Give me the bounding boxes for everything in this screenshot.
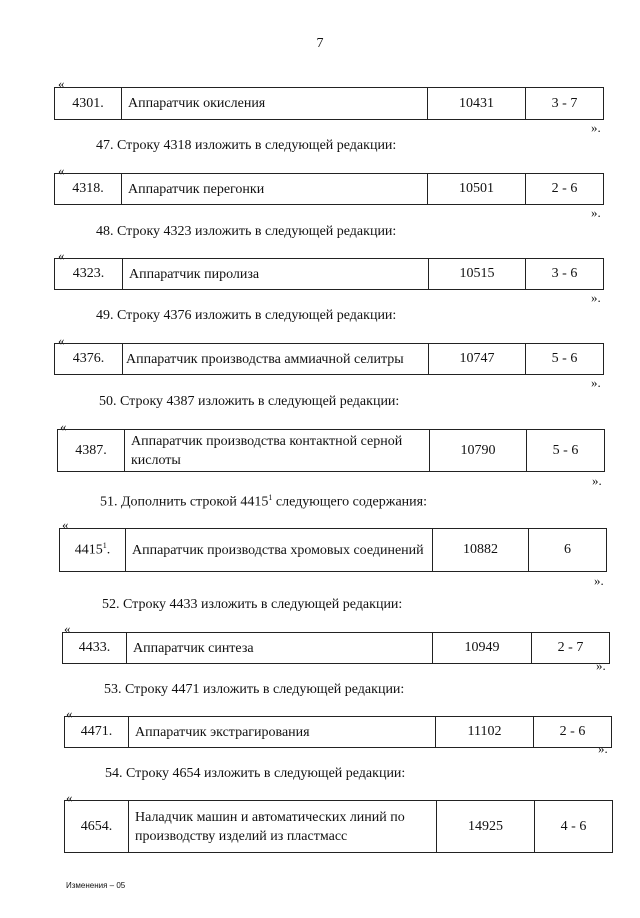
entry-name: Аппаратчик производства контактной серной кислоты	[125, 430, 430, 472]
close-quote: ».	[591, 120, 601, 135]
entry-grades: 3 - 6	[526, 259, 604, 290]
entry-number: 14925	[437, 801, 535, 853]
open-quote: «	[66, 706, 73, 721]
entry-number: 10747	[429, 344, 526, 375]
entry-table-4301	[54, 87, 604, 120]
open-quote: «	[58, 333, 65, 348]
close-quote: ».	[598, 741, 608, 756]
open-quote: «	[60, 419, 67, 434]
entry-code: 4471.	[65, 717, 129, 748]
code-suffix: .	[106, 542, 111, 558]
instruction-50: 50. Строку 4387 изложить в следующей редакции:	[99, 394, 400, 409]
entry-code: 4387.	[58, 430, 125, 472]
entry-table-4323	[54, 258, 604, 290]
entry-grades: 5 - 6	[527, 430, 605, 472]
instruction-47: 47. Строку 4318 изложить в следующей редакции:	[96, 138, 397, 153]
entry-table-4387	[57, 429, 605, 472]
instruction-51	[100, 493, 427, 511]
entry-table-4318	[54, 173, 604, 205]
open-quote: «	[66, 790, 73, 805]
open-quote: «	[64, 621, 71, 636]
instruction-text: следующего содержания:	[272, 494, 427, 510]
close-quote: ».	[596, 658, 606, 673]
entry-table-4433	[62, 632, 610, 664]
entry-grades: 2 - 7	[532, 633, 610, 664]
open-quote: «	[58, 76, 65, 91]
open-quote: «	[58, 248, 65, 263]
entry-number: 10431	[428, 88, 526, 120]
entry-code: 4654.	[65, 801, 129, 853]
entry-table-4471	[64, 716, 612, 748]
close-quote: ».	[592, 473, 602, 488]
code-text: 4415	[74, 542, 103, 558]
entry-table-4654	[64, 800, 613, 853]
open-quote: «	[62, 517, 69, 532]
entry-grades: 2 - 6	[534, 717, 612, 748]
entry-number: 10882	[433, 529, 529, 572]
entry-code: 4376.	[55, 344, 123, 375]
entry-grades: 5 - 6	[526, 344, 604, 375]
close-quote: ».	[591, 375, 601, 390]
entry-name: Аппаратчик перегонки	[122, 174, 428, 205]
close-quote: ».	[591, 205, 601, 220]
entry-number: 10515	[429, 259, 526, 290]
instruction-52: 52. Строку 4433 изложить в следующей редакции:	[102, 597, 403, 612]
entry-name: Аппаратчик экстрагирования	[129, 717, 436, 748]
entry-name: Аппаратчик окисления	[122, 88, 428, 120]
entry-number: 10501	[428, 174, 526, 205]
entry-grades: 4 - 6	[535, 801, 613, 853]
entry-code	[60, 529, 126, 572]
entry-number: 10949	[433, 633, 532, 664]
instruction-48: 48. Строку 4323 изложить в следующей редакции:	[96, 224, 397, 239]
entry-name: Аппаратчик синтеза	[127, 633, 433, 664]
entry-grades: 2 - 6	[526, 174, 604, 205]
page-number: 7	[316, 36, 324, 51]
entry-code: 4301.	[55, 88, 122, 120]
footer-note: Изменения – 05	[66, 881, 126, 890]
open-quote: «	[58, 163, 65, 178]
entry-code: 4318.	[55, 174, 122, 205]
close-quote: ».	[594, 573, 604, 588]
instruction-54: 54. Строку 4654 изложить в следующей редакции:	[105, 766, 406, 781]
entry-grades: 6	[529, 529, 607, 572]
entry-table-4415-1	[59, 528, 607, 572]
superscript: 1	[268, 493, 273, 502]
entry-grades: 3 - 7	[526, 88, 604, 120]
entry-number: 10790	[430, 430, 527, 472]
close-quote: ».	[591, 290, 601, 305]
superscript: 1	[102, 541, 107, 551]
entry-table-4376	[54, 343, 604, 375]
entry-name: Аппаратчик производства аммиачной селитры	[123, 344, 429, 375]
entry-code: 4323.	[55, 259, 123, 290]
instruction-53: 53. Строку 4471 изложить в следующей редакции:	[104, 682, 405, 697]
instruction-49: 49. Строку 4376 изложить в следующей редакции:	[96, 308, 397, 323]
entry-code: 4433.	[63, 633, 127, 664]
entry-name: Наладчик машин и автоматических линий по производству изделий из пластмасс	[129, 801, 437, 853]
entry-number: 11102	[436, 717, 534, 748]
instruction-text: 51. Дополнить строкой 4415	[100, 494, 269, 510]
entry-name: Аппаратчик производства хромовых соединений	[126, 529, 433, 572]
entry-name: Аппаратчик пиролиза	[123, 259, 429, 290]
